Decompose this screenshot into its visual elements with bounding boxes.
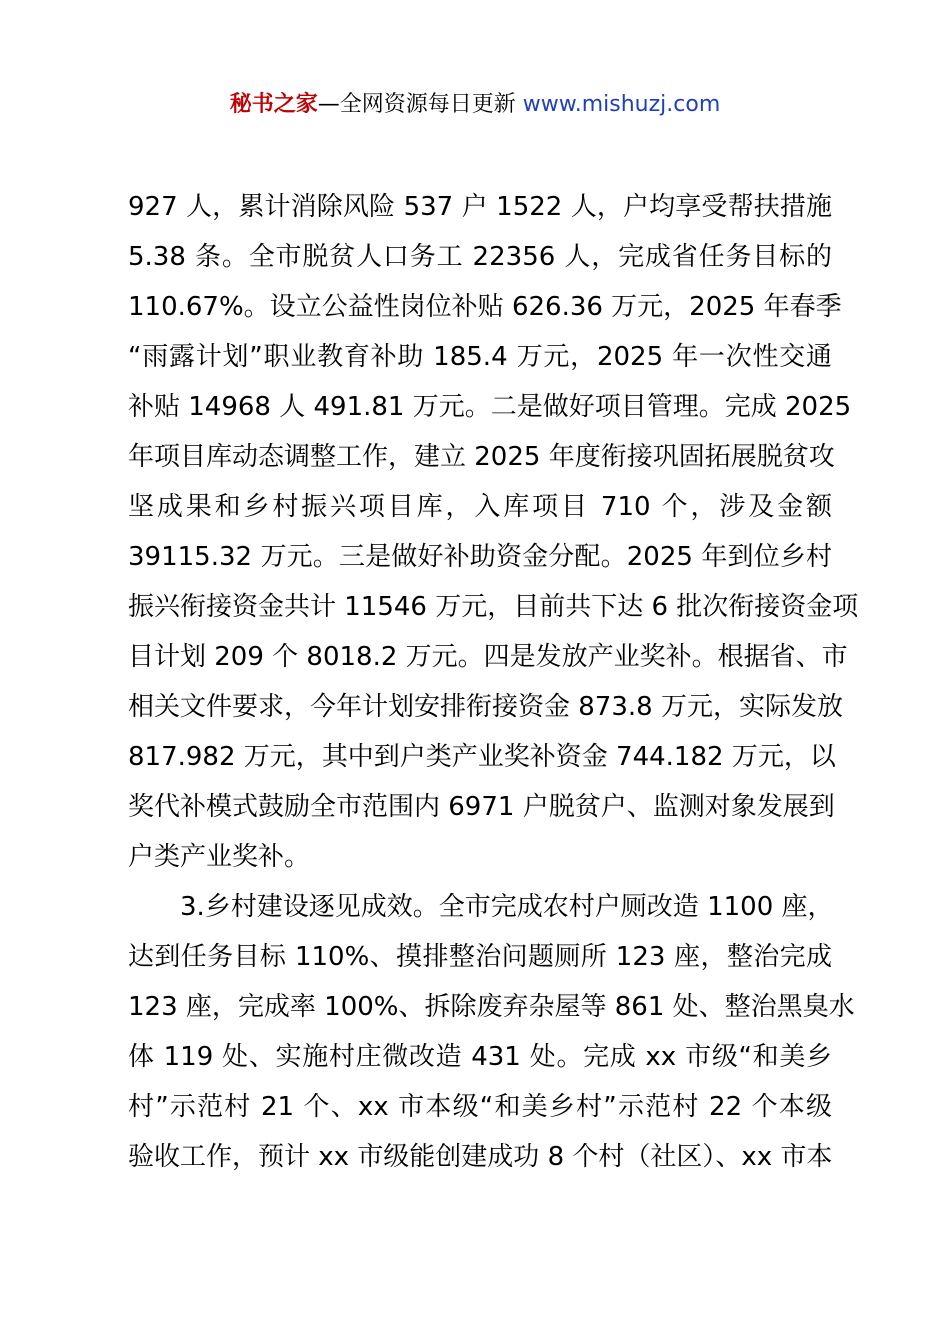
text-line: 123 座，完成率 100%、拆除废弃杂屋等 861 处、整治黑臭水 <box>128 992 855 1022</box>
text-line: 110.67%。设立公益性岗位补贴 626.36 万元，2025 年春季 <box>128 292 842 322</box>
text-line: 927 人，累计消除风险 537 户 1522 人，户均享受帮扶措施 <box>128 192 832 222</box>
page-header <box>0 88 950 122</box>
text-line: 振兴衔接资金共计 11546 万元，目前共下达 6 批次衔接资金项 <box>128 592 859 622</box>
text-line: 目计划 209 个 8018.2 万元。四是发放产业奖补。根据省、市 <box>128 642 848 672</box>
text-line: 户类产业奖补。 <box>128 842 311 872</box>
text-line: “雨露计划”职业教育补助 185.4 万元，2025 年一次性交通 <box>128 342 832 372</box>
text-line: 达到任务目标 110%、摸排整治问题厕所 123 座，整治完成 <box>128 942 832 972</box>
paragraph-funds <box>128 182 859 882</box>
text-line: 年项目库动态调整工作，建立 2025 年度衔接巩固拓展脱贫攻 <box>128 442 835 472</box>
text-line: 坚成果和乡村振兴项目库，入库项目 710 个，涉及金额 <box>128 492 832 522</box>
site-tagline: —全网资源每日更新 <box>317 92 516 117</box>
text-line: 验收工作，预计 xx 市级能创建成功 8 个村（社区）、xx 市本 <box>128 1142 833 1172</box>
site-brand: 秘书之家 <box>229 92 318 117</box>
text-line: 体 119 处、实施村庄微改造 431 处。完成 xx 市级“和美乡 <box>128 1042 832 1072</box>
document-body <box>128 182 859 1182</box>
text-line: 39115.32 万元。三是做好补助资金分配。2025 年到位乡村 <box>128 542 832 572</box>
paragraph-rural-construction <box>128 882 855 1182</box>
text-line: 奖代补模式鼓励全市范围内 6971 户脱贫户、监测对象发展到 <box>128 792 835 822</box>
text-line: 817.982 万元，其中到户类产业奖补资金 744.182 万元，以 <box>128 742 836 772</box>
text-line: 5.38 条。全市脱贫人口务工 22356 人，完成省任务目标的 <box>128 242 832 272</box>
text-line: 相关文件要求，今年计划安排衔接资金 873.8 万元，实际发放 <box>128 692 843 722</box>
text-line: 补贴 14968 人 491.81 万元。二是做好项目管理。完成 2025 <box>128 392 852 422</box>
text-line: 3.乡村建设逐见成效。全市完成农村户厕改造 1100 座， <box>180 892 834 922</box>
site-url[interactable]: www.mishuzj.com <box>522 92 721 117</box>
text-line: 村”示范村 21 个、xx 市本级“和美乡村”示范村 22 个本级 <box>128 1092 832 1122</box>
